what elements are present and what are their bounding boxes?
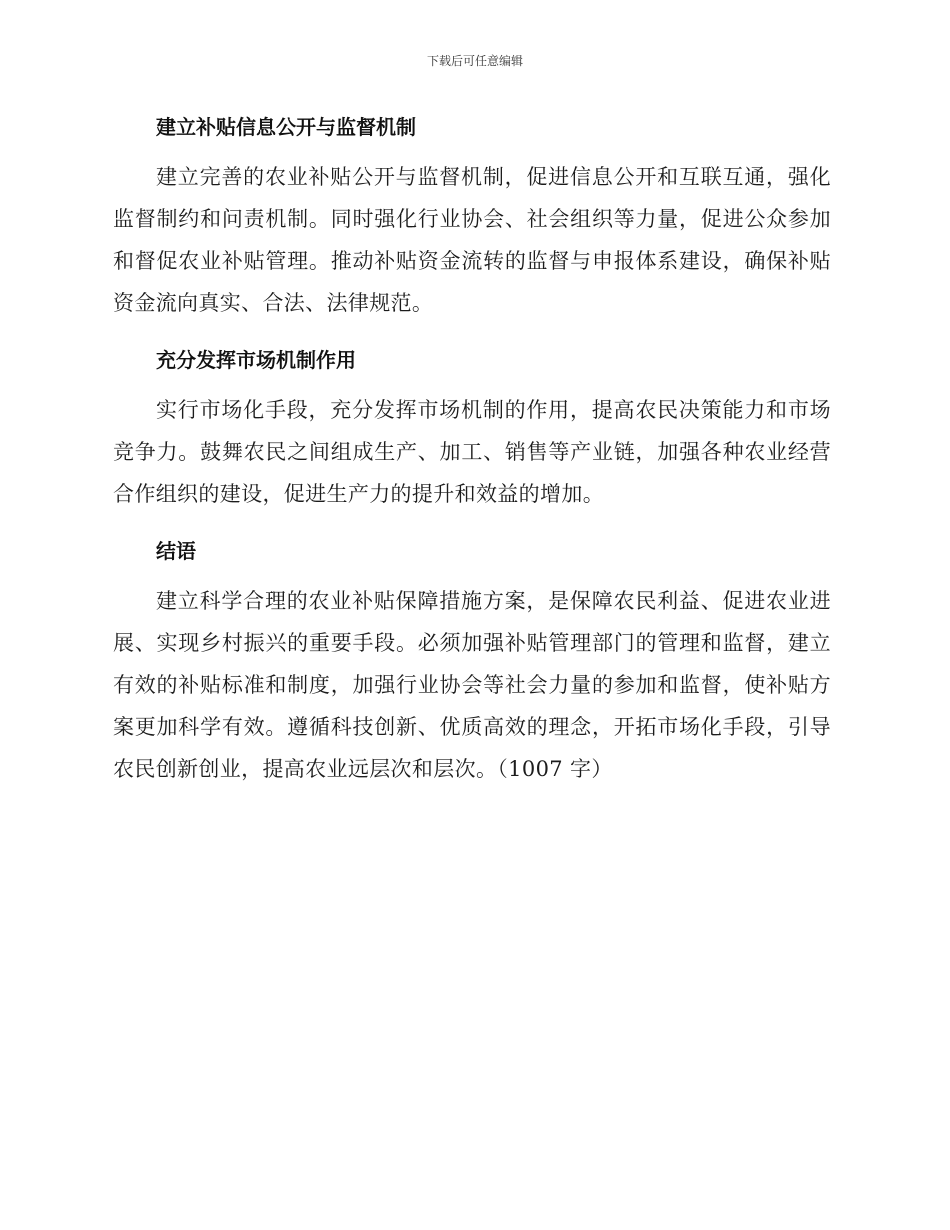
section-paragraph: 建立完善的农业补贴公开与监督机制，促进信息公开和互联互通，强化监督制约和问责机制。同时强化行业协会、社会组织等力量，促进公众参加和督促农业补贴管理。推动补贴资金流转的监督与申报体系建设，确保补贴资金流向真实、合法、法律规范。 bbox=[113, 165, 831, 315]
section-heading: 建立补贴信息公开与监督机制 bbox=[156, 115, 416, 139]
section-paragraph: 建立科学合理的农业补贴保障措施方案，是保障农民利益、促进农业进展、实现乡村振兴的重要手段。必须加强补贴管理部门的管理和监督，建立有效的补贴标准和制度，加强行业协会等社会力量的参加和监督，使补贴方案更加科学有效。遵循科技创新、优质高效的理念，开拓市场化手段，引导农民创新创业，提高农业远层次和层次。（1007 字） bbox=[113, 589, 831, 781]
heading-spacer bbox=[113, 146, 831, 156]
section-supervision bbox=[113, 108, 831, 324]
document-body bbox=[113, 108, 831, 807]
page-header: 下载后可任意编辑 bbox=[426, 54, 523, 68]
heading-spacer bbox=[113, 379, 831, 389]
heading-spacer bbox=[113, 570, 831, 580]
section-market-mechanism bbox=[113, 341, 831, 515]
section-heading: 结语 bbox=[156, 539, 196, 563]
section-conclusion bbox=[113, 532, 831, 790]
section-heading: 充分发挥市场机制作用 bbox=[156, 348, 356, 372]
section-paragraph: 实行市场化手段，充分发挥市场机制的作用，提高农民决策能力和市场竞争力。鼓舞农民之间组成生产、加工、销售等产业链，加强各种农业经营合作组织的建设，促进生产力的提升和效益的增加。 bbox=[113, 398, 831, 506]
